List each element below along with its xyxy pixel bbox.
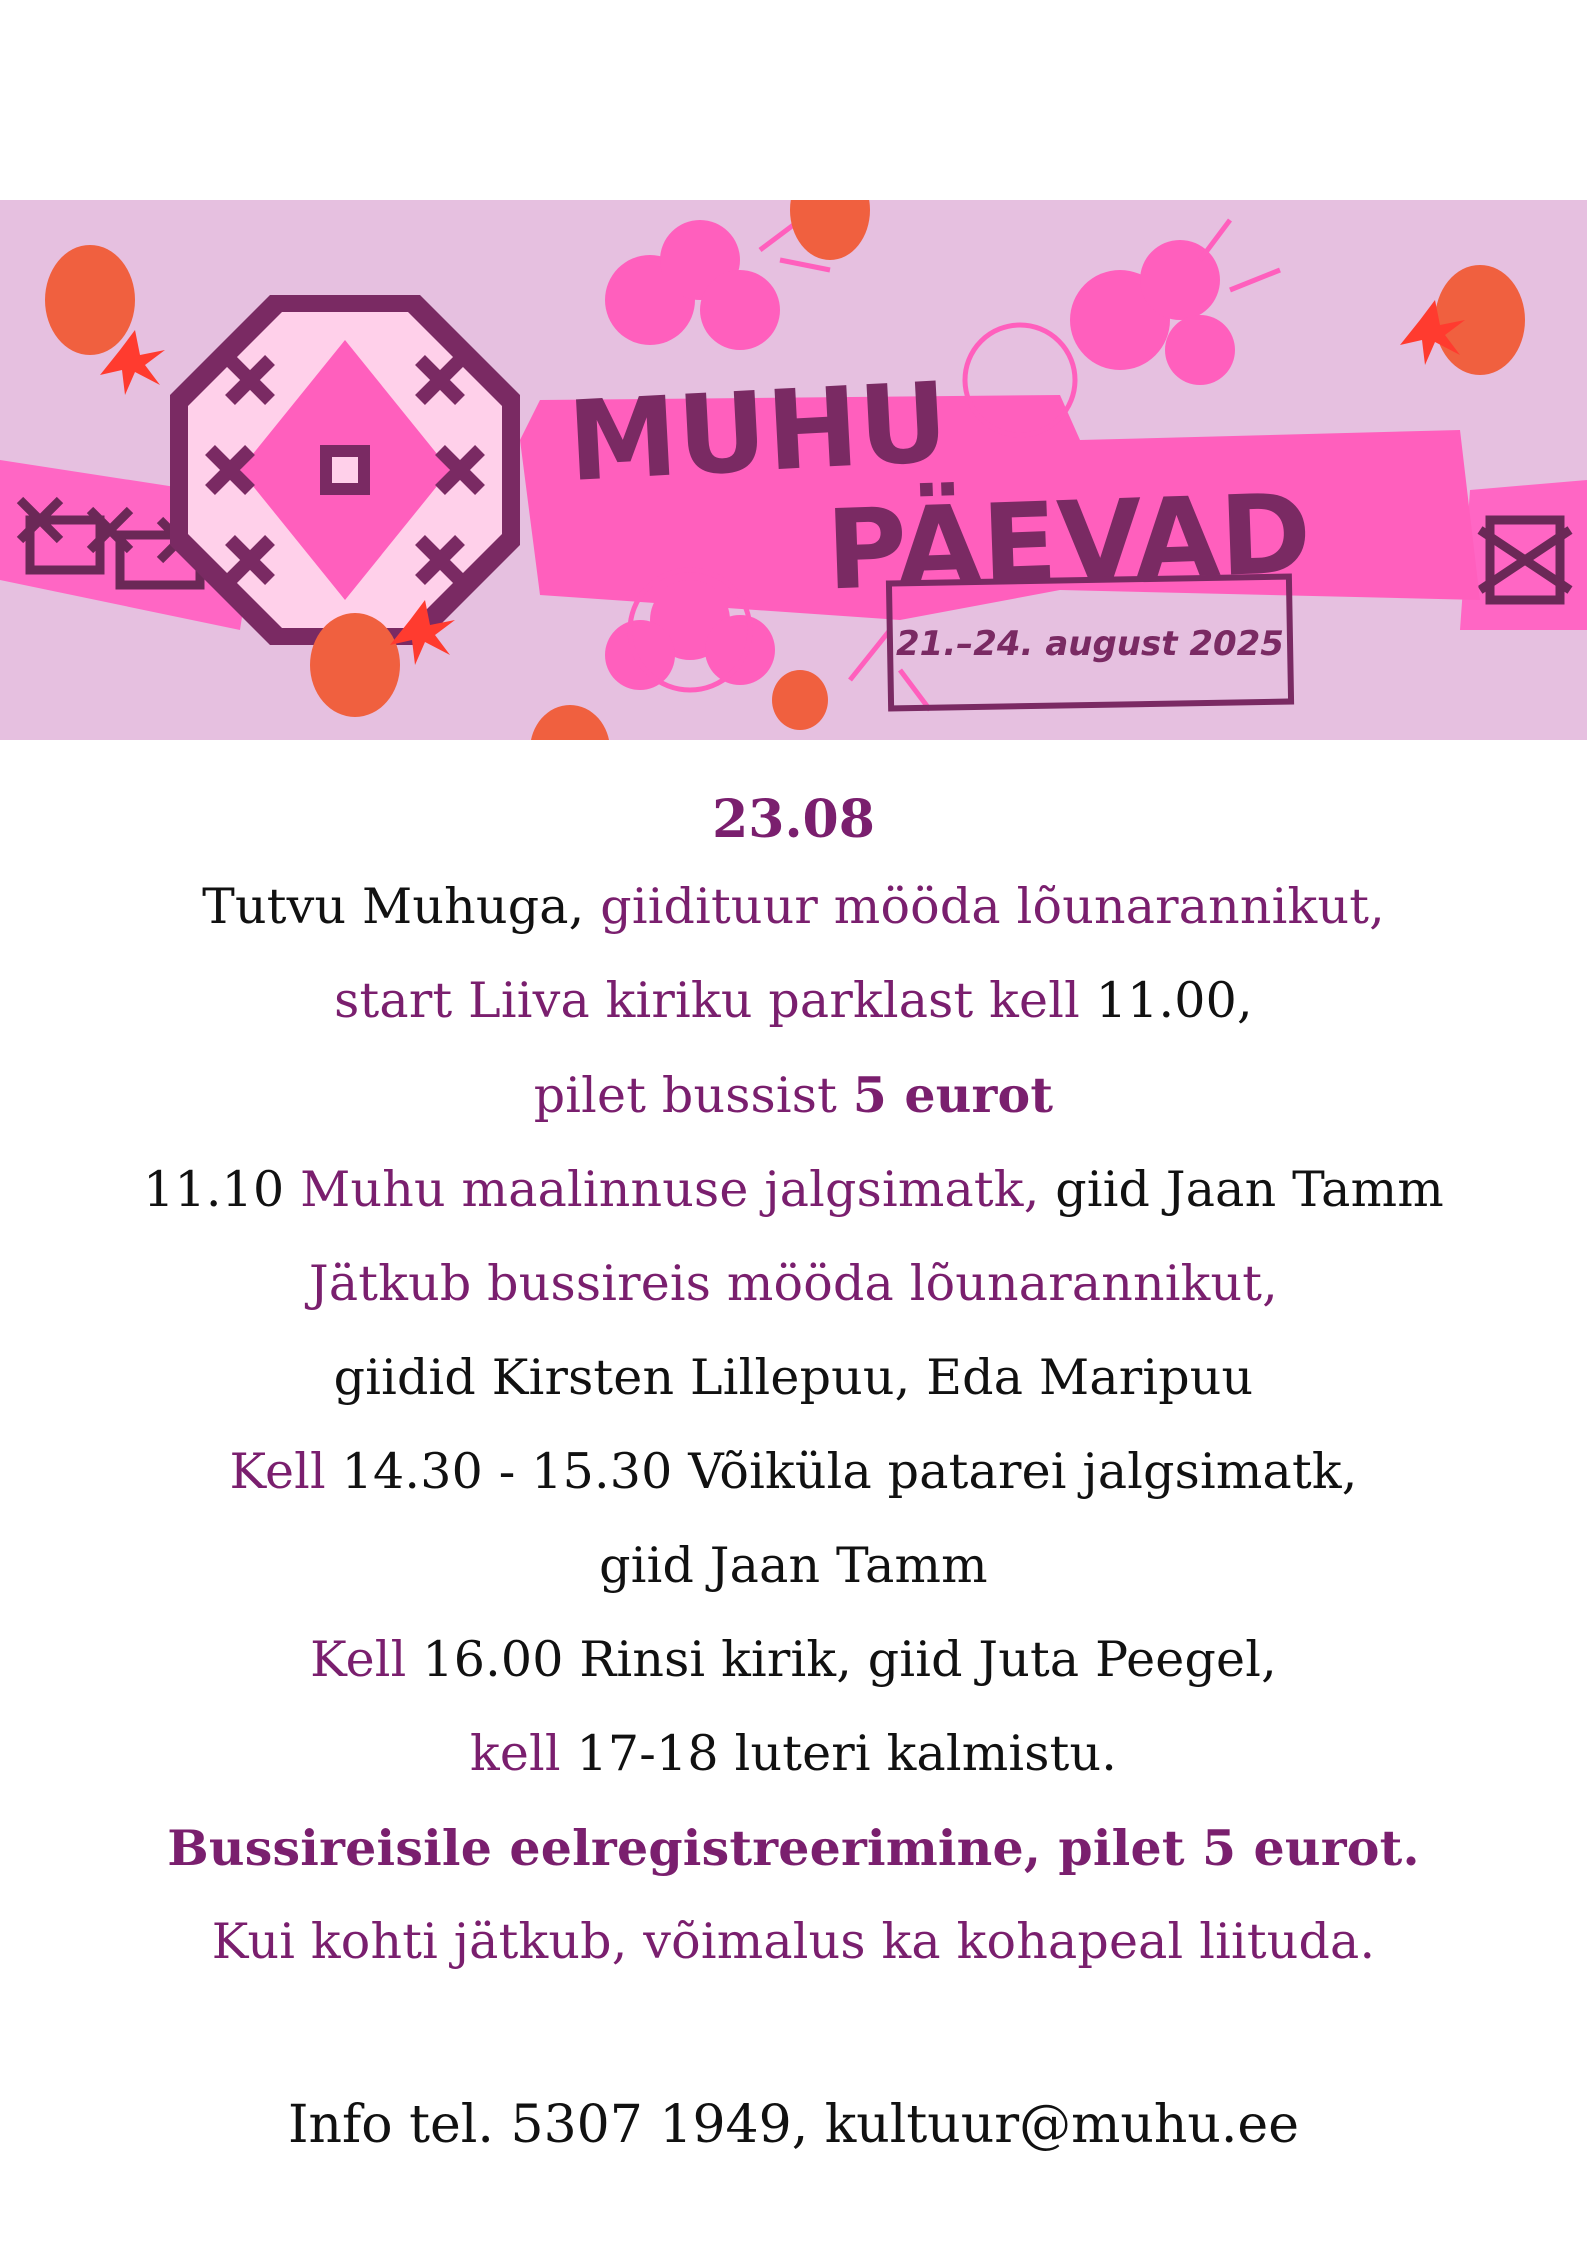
banner-title-line1: MUHU (564, 358, 952, 506)
header-banner (0, 200, 1587, 740)
octagon-emblem (170, 295, 520, 645)
program-line-4: 11.10 Muhu maalinnuse jalgsimatk, giid Jaan Tamm (143, 1161, 1444, 1218)
program-date: 23.08 (712, 789, 875, 850)
program-line-1: Tutvu Muhuga, giidituur mööda lõunarannikut, (202, 878, 1385, 935)
right-ribbon (1460, 480, 1587, 630)
program-line-9: Kell 16.00 Rinsi kirik, giid Juta Peegel, (310, 1631, 1277, 1688)
program-line-2: start Liiva kiriku parklast kell 11.00, (334, 972, 1253, 1029)
program-line-8: giid Jaan Tamm (599, 1537, 988, 1594)
join-note: Kui kohti jätkub, võimalus ka kohapeal liituda. (211, 1913, 1376, 1970)
program-line-5: Jätkub bussireis mööda lõunarannikut, (309, 1255, 1278, 1312)
program-text (0, 780, 1587, 1989)
banner-dates: 21.–24. august 2025 (896, 624, 1284, 664)
contact-info: Info tel. 5307 1949, kultuur@muhu.ee (288, 2095, 1299, 2155)
program-line-7: Kell 14.30 - 15.30 Võiküla patarei jalgsimatk, (229, 1443, 1358, 1500)
program-line-10: kell 17-18 luteri kalmistu. (469, 1725, 1118, 1782)
program-line-6: giidid Kirsten Lillepuu, Eda Maripuu (333, 1349, 1254, 1406)
banner-artwork (0, 200, 1587, 740)
program-line-3: pilet bussist 5 eurot (533, 1066, 1054, 1124)
banner-title-line2: PÄEVAD (824, 469, 1314, 615)
registration-note: Bussireisile eelregistreerimine, pilet 5 eurot. (167, 1819, 1420, 1877)
